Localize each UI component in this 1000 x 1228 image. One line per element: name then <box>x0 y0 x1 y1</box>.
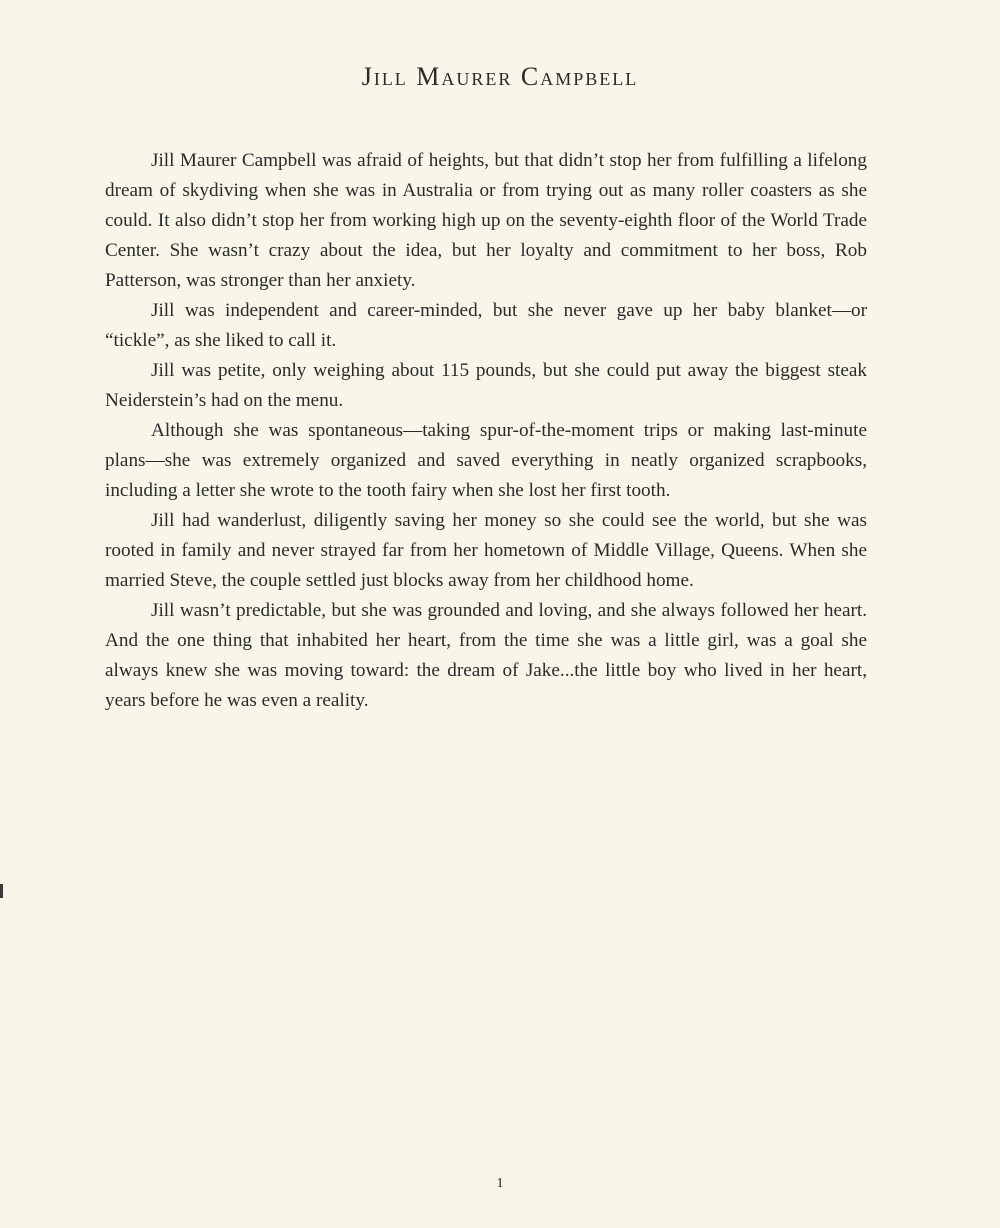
paragraph: Although she was spontaneous—taking spur-of-the-moment trips or making last-minute plans—she was extremely organized and saved everything in neatly organized scrapbooks, including a letter she wrote to the tooth fairy when she lost her first tooth. <box>105 420 867 501</box>
page-number: 1 <box>496 1176 504 1191</box>
paragraph: Jill wasn’t predictable, but she was grounded and loving, and she always followed her heart. And the one thing that inhabited her heart, from the time she was a little girl, was a goal she always knew she was moving toward: the dream of Jake...the little boy who lived in her heart, years before he was even a reality. <box>105 600 867 711</box>
paragraph: Jill was petite, only weighing about 115 pounds, but she could put away the biggest steak Neiderstein’s had on the menu. <box>105 360 867 411</box>
scan-edge-mark <box>0 884 3 898</box>
paragraph: Jill Maurer Campbell was afraid of heights, but that didn’t stop her from fulfilling a lifelong dream of skydiving when she was in Australia or from trying out as many roller coasters as she could. It also didn’t stop her from working high up on the seventy-eighth floor of the World Trade Center. She wasn’t crazy about the idea, but her loyalty and commitment to her boss, Rob Patterson, was stronger than her anxiety. <box>105 150 867 291</box>
paragraph: Jill was independent and career-minded, but she never gave up her baby blanket—or “tickle”, as she liked to call it. <box>105 300 867 351</box>
page-title: Jill Maurer Campbell <box>361 62 639 91</box>
body-text <box>105 146 867 716</box>
paragraph: Jill had wanderlust, diligently saving her money so she could see the world, but she was rooted in family and never strayed far from her hometown of Middle Village, Queens. When she married Steve, the couple settled just blocks away from her childhood home. <box>105 510 867 591</box>
